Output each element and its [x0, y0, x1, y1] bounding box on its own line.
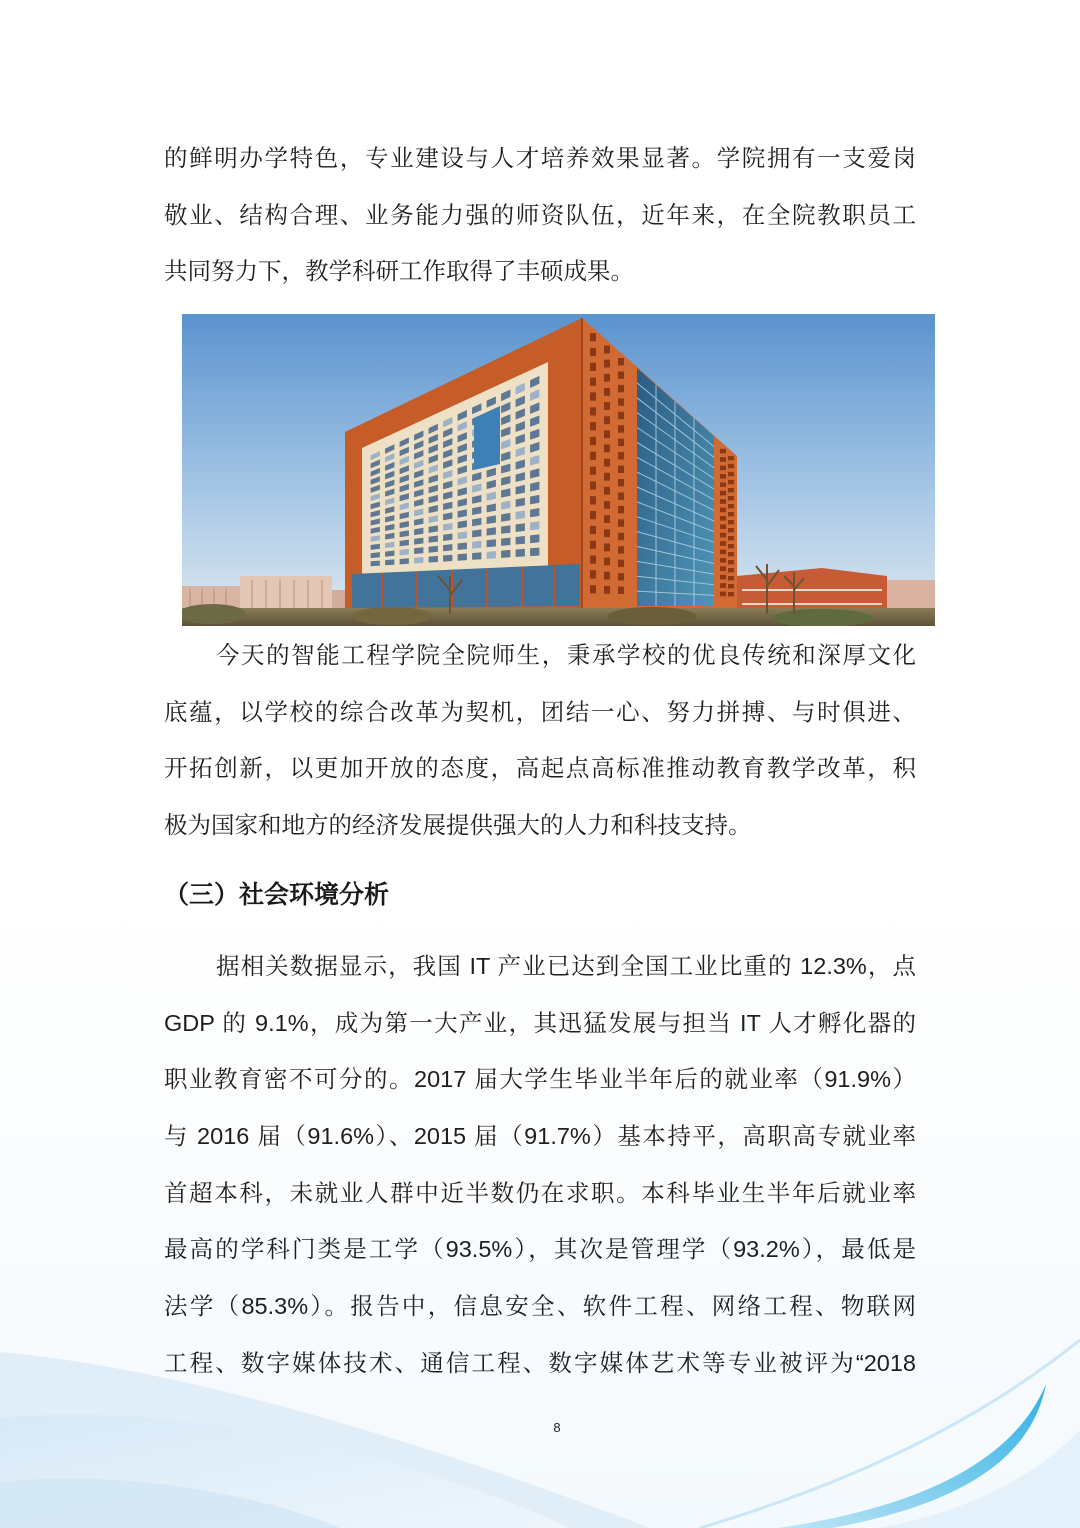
facade-slit [604, 346, 610, 354]
facade-slit [590, 378, 596, 386]
paragraph-culture [164, 627, 916, 854]
facade-slit [728, 528, 734, 532]
facade-slit [720, 575, 726, 580]
facade-slit [590, 541, 596, 549]
facade-slit [728, 496, 734, 500]
building-window [516, 510, 525, 519]
facade-slit [604, 473, 610, 481]
facade-slit [590, 452, 596, 460]
facade-slit [728, 472, 734, 476]
facade-slit [720, 466, 726, 471]
building-window [472, 541, 481, 549]
building-window [501, 550, 510, 558]
facade-slit [604, 586, 610, 594]
facade-slit [618, 358, 624, 365]
facade-slit [618, 546, 624, 553]
campus-building-photo [182, 314, 935, 626]
building-window [530, 508, 539, 517]
building-window [516, 536, 525, 545]
facade-slit [604, 501, 610, 509]
facade-slit [720, 524, 726, 529]
facade-slit [604, 529, 610, 537]
building-window [472, 529, 481, 537]
facade-slit [720, 566, 726, 571]
text-line: GDP 的 9.1%，成为第一大产业，其迅猛发展与担当 IT 人才孵化器的 [164, 1009, 916, 1036]
facade-slit [720, 499, 726, 504]
facade-slit [618, 506, 624, 513]
building-window [458, 554, 467, 561]
text-line: 的鲜明办学特色，专业建设与人才培养效果显著。学院拥有一支爱岗 [164, 145, 916, 171]
facade-slit [728, 456, 734, 460]
text-line: 职业教育密不可分的。2017 届大学生毕业半年后的就业率（91.9%） [164, 1066, 916, 1093]
building-window [429, 546, 438, 553]
facade-slit [720, 474, 726, 479]
text-line: 共同努力下，教学科研工作取得了丰硕成果。 [164, 258, 634, 285]
building-window [487, 527, 496, 535]
facade-slit [604, 515, 610, 523]
facade-slit [604, 402, 610, 410]
facade-slit [618, 479, 624, 486]
facade-slit [618, 372, 624, 379]
paragraph-intro [164, 130, 916, 300]
facade-slit [720, 541, 726, 546]
facade-slit [720, 558, 726, 563]
facade-slit [728, 520, 734, 524]
facade-slit [590, 467, 596, 475]
facade-slit [728, 568, 734, 572]
section-heading: （三）社会环境分析 [164, 881, 390, 909]
facade-slit [618, 439, 624, 446]
text-line: 法学（85.3%）。报告中，信息安全、软件工程、网络工程、物联网 [164, 1293, 916, 1320]
facade-slit [590, 481, 596, 489]
facade-slit [604, 558, 610, 566]
facade-slit [728, 512, 734, 516]
building-window [400, 558, 409, 564]
facade-slit [590, 363, 596, 371]
text-line: 开拓创新，以更加开放的态度，高起点高标准推动教育教学改革，积 [164, 755, 916, 782]
text-line: 工程、数字媒体技术、通信工程、数字媒体艺术等专业被评为“2018 [164, 1349, 916, 1376]
facade-slit [590, 422, 596, 430]
facade-slit [604, 544, 610, 552]
facade-slit [720, 583, 726, 588]
facade-slit [728, 464, 734, 468]
facade-slit [618, 452, 624, 459]
building-window [501, 538, 510, 546]
building-window [385, 559, 394, 565]
facade-slit [728, 552, 734, 556]
facade-slit [604, 416, 610, 424]
facade-slit [720, 550, 726, 555]
facade-slit [590, 496, 596, 504]
facade-slit [720, 533, 726, 538]
text-line: 与 2016 届（91.6%）、2015 届（91.7%）基本持平，高职高专就业率 [164, 1123, 916, 1150]
page-number: 8 [553, 1420, 561, 1435]
facade-slit [590, 556, 596, 564]
building-window [472, 552, 481, 560]
wave-band [880, 1430, 1080, 1528]
facade-slit [728, 504, 734, 508]
facade-slit [590, 348, 596, 356]
facade-slit [728, 480, 734, 484]
facade-slit [720, 516, 726, 521]
facade-slit [720, 482, 726, 487]
facade-slit [728, 576, 734, 580]
facade-slit [728, 544, 734, 548]
building-window [501, 525, 510, 534]
building-window [487, 539, 496, 547]
facade-slit [618, 587, 624, 594]
facade-slit [604, 572, 610, 580]
facade-slit [590, 437, 596, 445]
facade-slit [604, 459, 610, 467]
text-line: 底蕴，以学校的综合改革为契机，团结一心、努力拼搏、与时俱进、 [164, 698, 916, 725]
text-line: 今天的智能工程学院全院师生，秉承学校的优良传统和深厚文化 [216, 642, 916, 668]
building-window [414, 547, 423, 554]
facade-slit [720, 491, 726, 496]
building-window [414, 557, 423, 564]
facade-slit [604, 430, 610, 438]
paragraph-social-environment [164, 938, 916, 1392]
facade-slit [720, 449, 726, 454]
building-window [516, 523, 525, 532]
building-window [458, 543, 467, 550]
building-window [530, 534, 539, 543]
building-window [443, 544, 452, 551]
building-window [530, 548, 539, 557]
facade-slit [618, 533, 624, 540]
text-line: 极为国家和地方的经济发展提供强大的人力和科技支持。 [164, 812, 752, 839]
facade-slit [728, 592, 734, 596]
facade-slit [728, 560, 734, 564]
facade-slit [618, 385, 624, 392]
facade-slit [618, 412, 624, 419]
building-window [530, 521, 539, 530]
building-window [516, 549, 525, 557]
facade-slit [720, 508, 726, 513]
facade-slit [604, 445, 610, 453]
building-window [429, 556, 438, 563]
text-line: 据相关数据显示，我国 IT 产业已达到全国工业比重的 12.3%，点 [216, 953, 916, 979]
facade-slit [590, 570, 596, 578]
facade-slit [728, 536, 734, 540]
facade-slit [590, 392, 596, 400]
facade-slit [618, 560, 624, 567]
building-window [400, 549, 409, 556]
building-window [371, 561, 380, 567]
facade-slit [604, 487, 610, 495]
facade-slit [618, 466, 624, 473]
facade-slit [590, 407, 596, 415]
facade-slit [618, 493, 624, 500]
facade-slit [604, 360, 610, 368]
facade-slit [618, 573, 624, 580]
facade-slit [590, 585, 596, 593]
facade-slit [618, 398, 624, 405]
facade-slit [618, 519, 624, 526]
facade-slit [720, 592, 726, 597]
text-line: 最高的学科门类是工学（93.5%），其次是管理学（93.2%），最低是 [164, 1236, 916, 1263]
text-line: 首超本科，未就业人群中近半数仍在求职。本科毕业生半年后就业率 [164, 1179, 916, 1206]
text-line: 敬业、结构合理、业务能力强的师资队伍，近年来，在全院教职员工 [164, 201, 916, 228]
building-window [443, 534, 452, 542]
facade-slit [604, 374, 610, 382]
facade-slit [590, 333, 596, 341]
building-window [443, 555, 452, 562]
building-illustration [182, 314, 935, 626]
building-window [458, 531, 467, 539]
facade-slit [604, 388, 610, 396]
facade-slit [590, 526, 596, 534]
facade-slit [720, 457, 726, 462]
facade-slit [618, 425, 624, 432]
facade-slit [590, 511, 596, 519]
building-window [487, 551, 496, 559]
facade-slit [728, 584, 734, 588]
facade-slit [728, 488, 734, 492]
